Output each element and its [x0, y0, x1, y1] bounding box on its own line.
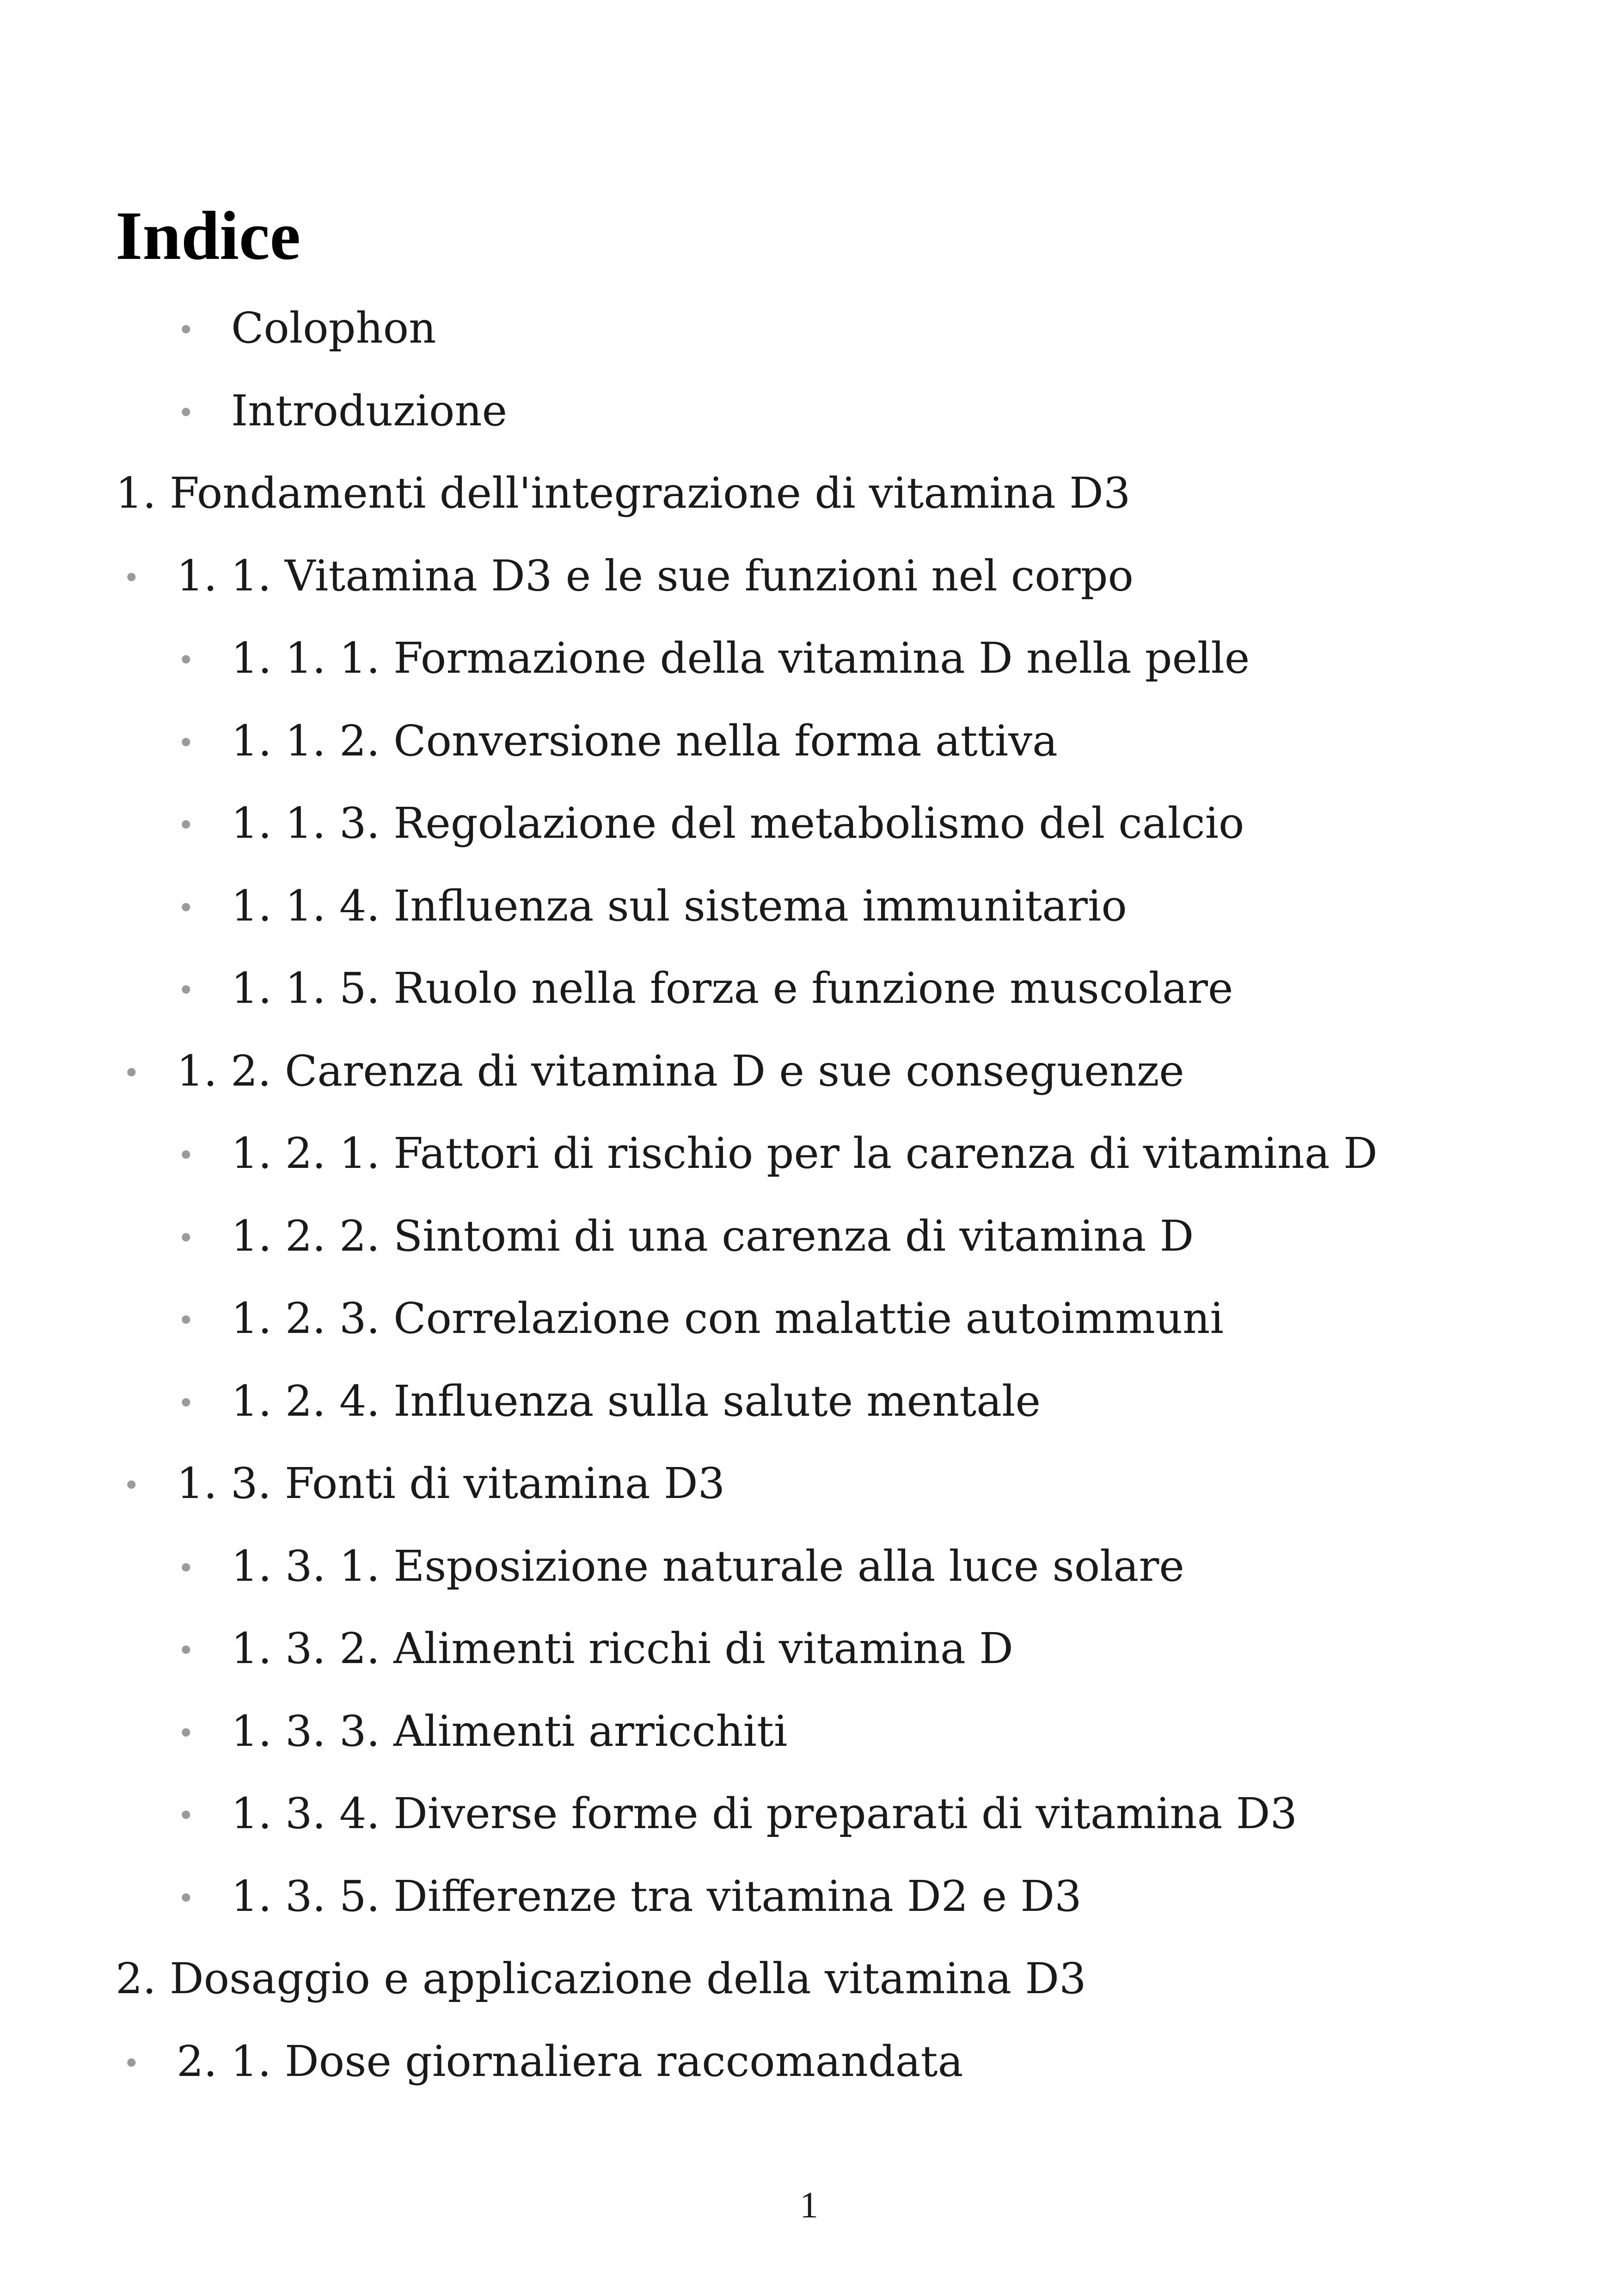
toc-entry[interactable] [178, 631, 1250, 688]
toc-entry-label: 1. 1. 1. Formazione della vitamina D nella pelle [231, 633, 1250, 683]
toc-entry[interactable] [123, 2034, 963, 2091]
toc-entry-label: 2. 1. Dose giornaliera raccomandata [177, 2036, 963, 2086]
toc-entry[interactable] [116, 1951, 1086, 2007]
toc-entry-label: 1. 2. 3. Correlazione con malattie autoimmuni [231, 1294, 1224, 1343]
toc-entry-label: 1. 3. Fonti di vitamina D3 [177, 1459, 725, 1508]
toc-entry[interactable] [178, 1621, 1013, 1678]
page-number: 1 [800, 2185, 818, 2226]
toc-entry-label: 1. 3. 5. Differenze tra vitamina D2 e D3 [231, 1871, 1082, 1921]
toc-entry[interactable] [178, 878, 1127, 936]
bullet-icon: • [178, 1799, 195, 1832]
toc-entry[interactable] [123, 1456, 725, 1513]
toc-entry[interactable] [178, 796, 1244, 853]
toc-entry[interactable] [123, 1044, 1184, 1101]
bullet-icon: • [178, 395, 195, 430]
toc-entry-label: 1. 2. 1. Fattori di rischio per la carenza di vitamina D [231, 1129, 1378, 1178]
bullet-icon: • [178, 1551, 195, 1585]
toc-entry[interactable] [116, 466, 1130, 521]
toc-entry-label: Colophon [231, 303, 436, 353]
bullet-icon: • [123, 1468, 140, 1502]
bullet-icon: • [178, 1221, 195, 1255]
toc-entry[interactable] [178, 1704, 787, 1761]
toc-entry[interactable] [178, 1786, 1297, 1843]
toc-entry-label: 1. 1. 5. Ruolo nella forza e funzione muscolare [231, 964, 1233, 1013]
bullet-icon: • [178, 1633, 195, 1667]
toc-entry[interactable] [178, 961, 1233, 1018]
bullet-icon: • [178, 1386, 195, 1420]
toc-entry-label: 1. 1. 3. Regolazione del metabolismo del calcio [231, 798, 1244, 848]
page-title: Indice [116, 197, 301, 274]
bullet-icon: • [178, 890, 195, 925]
bullet-icon: • [123, 2046, 140, 2080]
toc-entry[interactable] [178, 1539, 1184, 1596]
toc-entry-label: 1. 1. 4. Influenza sul sistema immunitario [231, 881, 1127, 931]
toc-entry[interactable] [178, 1869, 1082, 1926]
bullet-icon: • [178, 1138, 195, 1172]
toc-entry-label: 1. 3. 2. Alimenti ricchi di vitamina D [231, 1624, 1013, 1673]
toc-entry-label: 1. 3. 3. Alimenti arricchiti [231, 1706, 788, 1756]
bullet-icon: • [178, 1303, 195, 1337]
bullet-icon: • [178, 973, 195, 1007]
toc-entry-label: 1. 2. Carenza di vitamina D e sue conseguenze [177, 1046, 1184, 1096]
toc-entry-label: 1. 3. 4. Diverse forme di preparati di vitamina D3 [231, 1789, 1298, 1838]
toc-entry-label: 2. Dosaggio e applicazione della vitamina D3 [116, 1954, 1086, 2003]
toc-entry-label: 1. 1. Vitamina D3 e le sue funzioni nel corpo [177, 551, 1134, 601]
toc-entry[interactable] [123, 548, 1134, 606]
bullet-icon: • [178, 643, 195, 677]
bullet-icon: • [178, 808, 195, 842]
bullet-icon: • [178, 725, 195, 760]
toc-entry[interactable] [178, 383, 507, 441]
bullet-icon: • [178, 313, 195, 347]
toc-entry-label: Introduzione [231, 386, 508, 436]
toc-entry[interactable] [178, 1374, 1041, 1431]
bullet-icon: • [123, 1056, 140, 1090]
toc-entry-label: 1. Fondamenti dell'integrazione di vitamina D3 [116, 468, 1131, 518]
toc-entry-label: 1. 2. 2. Sintomi di una carenza di vitamina D [231, 1211, 1194, 1261]
toc-entry[interactable] [178, 1209, 1194, 1266]
bullet-icon: • [123, 560, 140, 595]
toc-entry-label: 1. 3. 1. Esposizione naturale alla luce solare [231, 1541, 1184, 1591]
toc-entry[interactable] [178, 1291, 1224, 1348]
toc-entry[interactable] [178, 301, 436, 358]
bullet-icon: • [178, 1881, 195, 1915]
bullet-icon: • [178, 1716, 195, 1750]
toc-entry[interactable] [178, 1126, 1378, 1183]
toc-entry-label: 1. 1. 2. Conversione nella forma attiva [231, 716, 1058, 766]
toc-entry-label: 1. 2. 4. Influenza sulla salute mentale [231, 1376, 1041, 1426]
toc-entry[interactable] [178, 713, 1058, 771]
